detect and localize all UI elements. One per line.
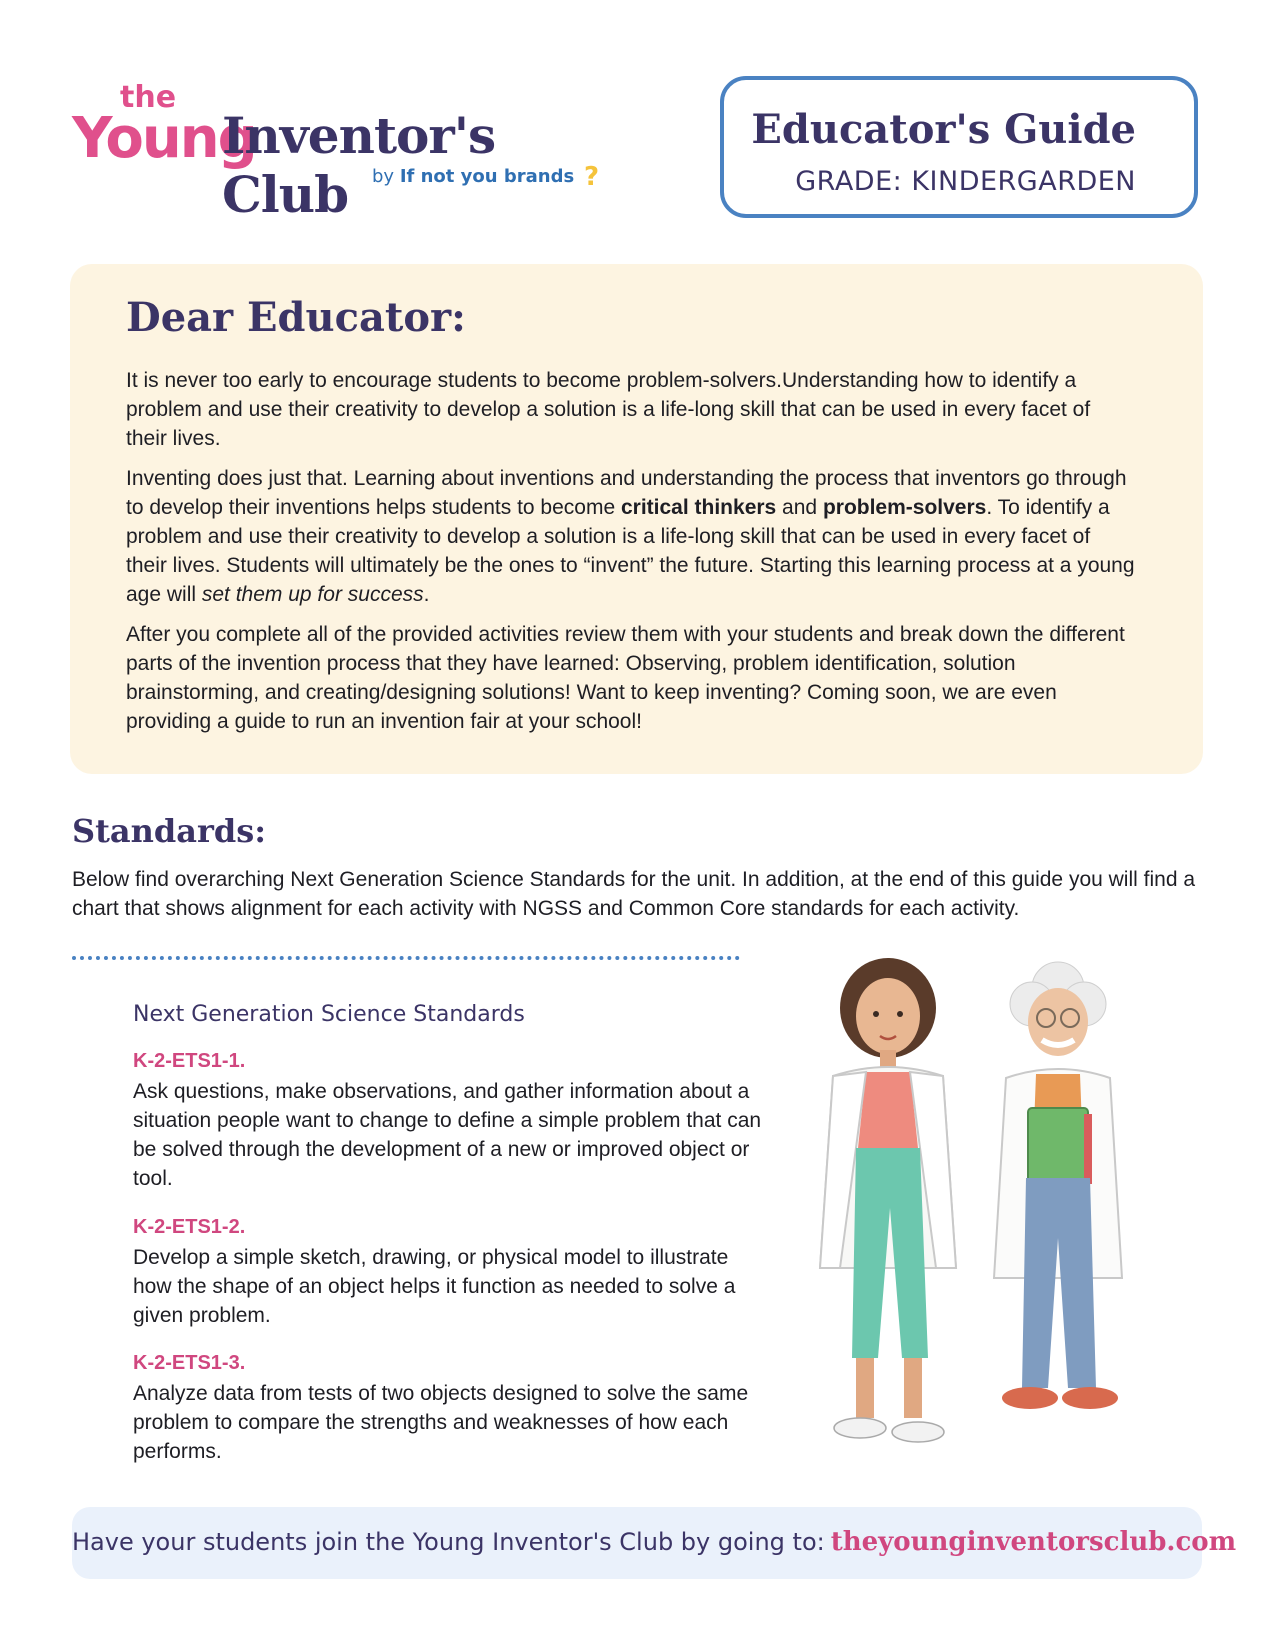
standard-item bbox=[133, 1216, 763, 1330]
p2-critical-thinkers: critical thinkers bbox=[620, 496, 777, 519]
dotted-divider bbox=[72, 956, 740, 960]
logo-question-mark-icon: ? bbox=[584, 162, 600, 192]
standards-heading: Standards: bbox=[72, 812, 267, 850]
dear-educator-heading: Dear Educator: bbox=[126, 294, 466, 341]
letter-paragraph-3: After you complete all of the provided activities review them with your students and break down the different parts of the invention process that they have learned: Observing, problem identification, solution brainstorming, and creating/designing solutions! Want to keep inventing? Coming soon, we are even providing a guide to run an invention fair at your school! bbox=[126, 623, 1125, 733]
guide-title: Educator's Guide bbox=[751, 106, 1136, 153]
standard-code: K-2-ETS1-1. bbox=[133, 1050, 246, 1072]
scientists-illustration-icon bbox=[778, 948, 1178, 1478]
p2-set-them-up: set them up for success bbox=[201, 583, 424, 606]
logo-byline bbox=[372, 166, 574, 187]
guide-grade: GRADE: KINDERGARDEN bbox=[795, 166, 1136, 197]
standard-description: Analyze data from tests of two objects designed to solve the same problem to compare the strengths and weaknesses of how each performs. bbox=[133, 1382, 749, 1463]
standard-item bbox=[133, 1352, 763, 1466]
standard-code: K-2-ETS1-2. bbox=[133, 1216, 246, 1238]
logo-young: Young bbox=[72, 106, 256, 171]
standards-intro: Below find overarching Next Generation Science Standards for the unit. In addition, at the end of this guide you will find a chart that shows alignment for each activity with NGSS and Common Core standards for each activity. bbox=[72, 868, 1196, 920]
ngss-heading: Next Generation Science Standards bbox=[133, 1002, 525, 1027]
dear-educator-panel bbox=[70, 264, 1203, 774]
standard-description: Ask questions, make observations, and gather information about a situation people want to change to define a simple problem that can be solved through the development of a new or improved object or tool. bbox=[133, 1080, 762, 1190]
logo-brand: If not you brands bbox=[399, 166, 575, 187]
p2-text-a: Inventing does just that. Learning about inventions and understanding the process that inventors go through to develop their inventions helps students to become bbox=[126, 467, 1127, 519]
letter-paragraph-2 bbox=[126, 464, 1136, 609]
footer-banner bbox=[72, 1507, 1237, 1579]
standard-code: K-2-ETS1-3. bbox=[133, 1352, 246, 1374]
p2-text-g: . bbox=[423, 583, 430, 606]
logo-the: the bbox=[120, 80, 177, 115]
footer-website-link[interactable]: theyounginventorsclub.com bbox=[830, 1527, 1237, 1557]
woman-scientist-icon bbox=[820, 958, 956, 1442]
footer-content bbox=[72, 1527, 1237, 1557]
p2-problem-solvers: problem-solvers bbox=[822, 496, 987, 519]
p2-text-c: and bbox=[776, 496, 823, 519]
standard-description: Develop a simple sketch, drawing, or physical model to illustrate how the shape of an object helps it function as needed to solve a given problem. bbox=[133, 1246, 736, 1327]
brand-logo bbox=[72, 80, 632, 224]
footer-text: Have your students join the Young Inventor's Club by going to: bbox=[72, 1528, 825, 1556]
letter-paragraph-1: It is never too early to encourage students to become problem-solvers.Understanding how to identify a problem and use their creativity to develop a solution is a life-long skill that can be used in every facet of their lives. bbox=[126, 369, 1091, 450]
guide-title-box bbox=[720, 76, 1198, 218]
standard-item bbox=[133, 1050, 763, 1193]
logo-by: by bbox=[372, 166, 395, 187]
p2-text-e: . To identify a problem and use their creativity to develop a solution is a life-long skill that can be used in every facet of their lives. Students will ultimately be the ones to “invent” the future. Starting this learning process at a young age will bbox=[126, 496, 1135, 606]
old-scientist-icon bbox=[994, 962, 1122, 1409]
logo-inventors-club: Inventor's Club bbox=[222, 106, 496, 224]
